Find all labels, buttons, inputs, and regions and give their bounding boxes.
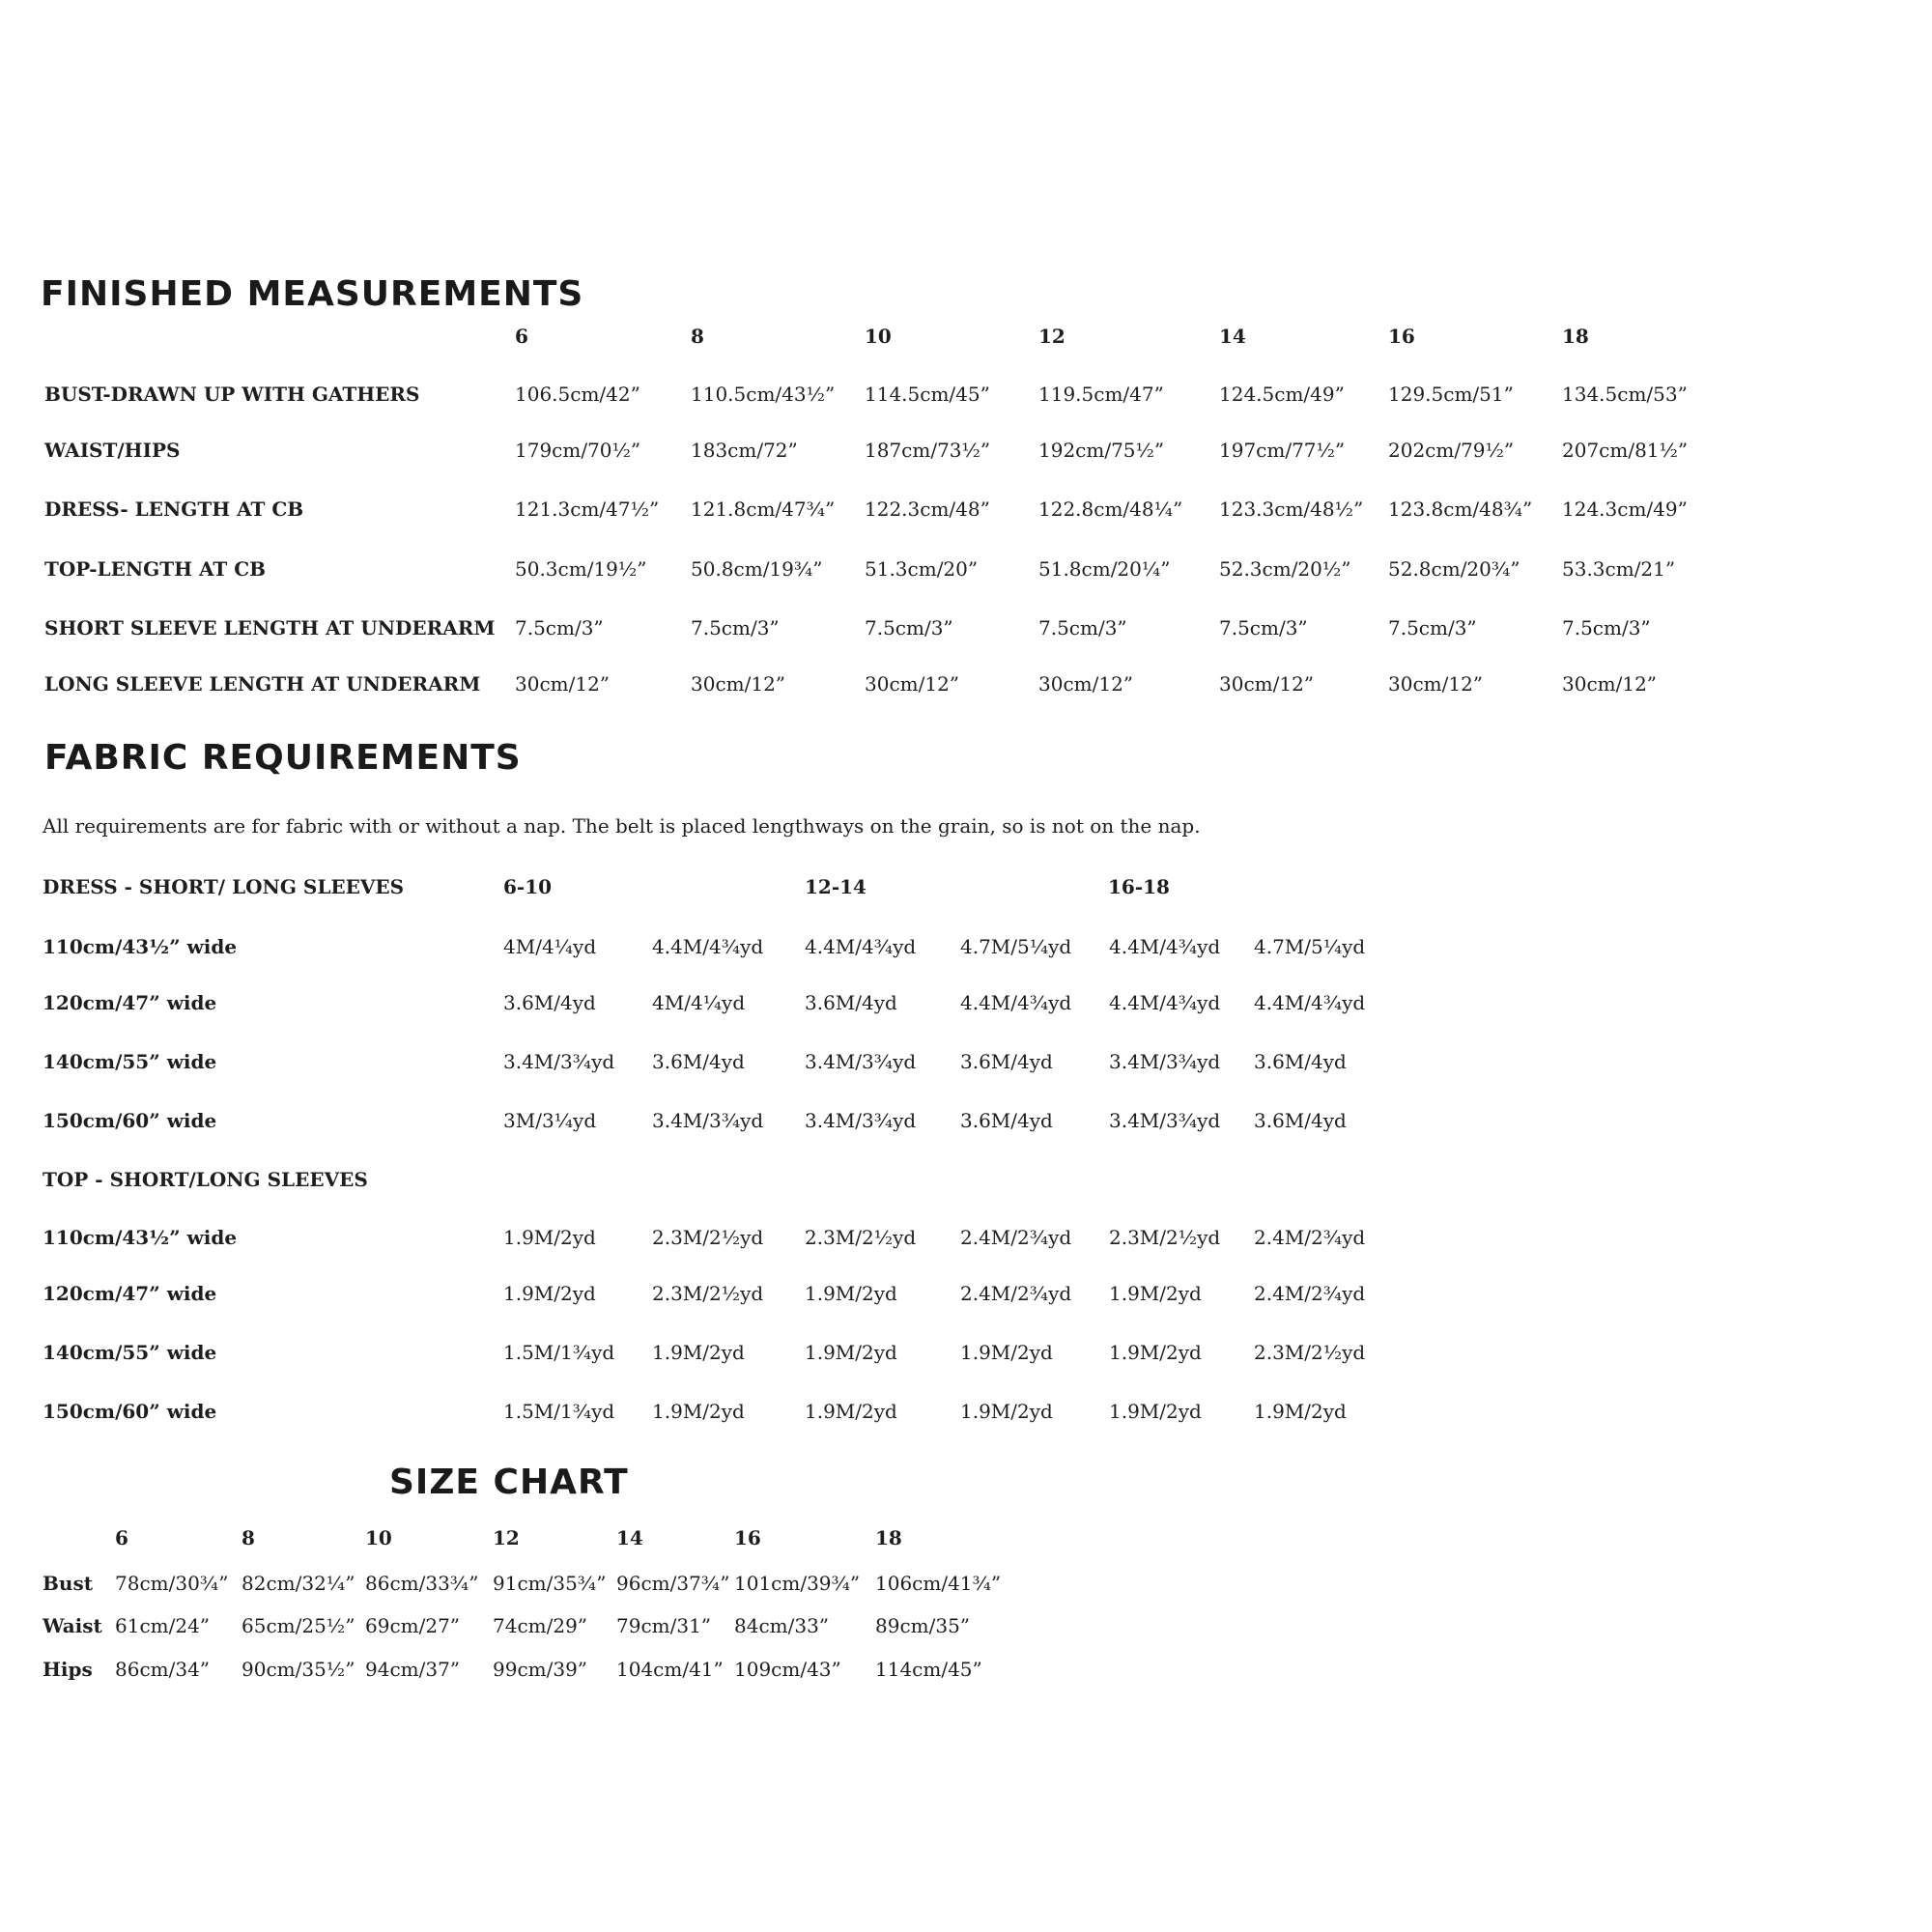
- cell: 4.4M/4¾yd: [960, 991, 1072, 1014]
- cell: 3.6M/4yd: [652, 1050, 745, 1073]
- cell: 106.5cm/42”: [515, 383, 640, 406]
- cell: 202cm/79½”: [1388, 439, 1515, 462]
- cell: 121.3cm/47½”: [515, 497, 660, 521]
- cell: 187cm/73½”: [865, 439, 991, 462]
- row-label: 120cm/47” wide: [43, 1282, 217, 1305]
- cell: 7.5cm/3”: [1219, 616, 1308, 639]
- size-group-header: 16-18: [1108, 875, 1170, 898]
- cell: 1.9M/2yd: [503, 1282, 596, 1305]
- row-label: 110cm/43½” wide: [43, 1226, 238, 1249]
- row-label: 140cm/55” wide: [43, 1050, 217, 1073]
- cell: 99cm/39”: [493, 1658, 588, 1681]
- cell: 2.3M/2½yd: [652, 1226, 764, 1249]
- cell: 114cm/45”: [875, 1658, 982, 1681]
- cell: 74cm/29”: [493, 1614, 588, 1637]
- finished-size-header: 8: [691, 325, 704, 348]
- cell: 4M/4¼yd: [652, 991, 746, 1014]
- top-section-label: TOP - SHORT/LONG SLEEVES: [43, 1168, 368, 1191]
- cell: 7.5cm/3”: [1388, 616, 1477, 639]
- cell: 1.9M/2yd: [960, 1400, 1053, 1423]
- cell: 3.6M/4yd: [503, 991, 596, 1014]
- cell: 3M/3¼yd: [503, 1109, 597, 1132]
- cell: 65cm/25½”: [242, 1614, 355, 1637]
- cell: 124.3cm/49”: [1562, 497, 1688, 521]
- cell: 101cm/39¾”: [734, 1572, 861, 1595]
- cell: 2.3M/2½yd: [1109, 1226, 1221, 1249]
- cell: 1.9M/2yd: [652, 1341, 745, 1364]
- cell: 30cm/12”: [515, 672, 611, 696]
- cell: 183cm/72”: [691, 439, 798, 462]
- cell: 53.3cm/21”: [1562, 557, 1676, 581]
- finished-size-header: 6: [515, 325, 528, 348]
- cell: 96cm/37¾”: [616, 1572, 730, 1595]
- row-label: TOP-LENGTH AT CB: [44, 557, 267, 581]
- size-header: 16: [734, 1526, 761, 1549]
- cell: 91cm/35¾”: [493, 1572, 607, 1595]
- cell: 4.7M/5¼yd: [1254, 935, 1366, 958]
- cell: 3.6M/4yd: [960, 1050, 1053, 1073]
- row-label: LONG SLEEVE LENGTH AT UNDERARM: [44, 672, 481, 696]
- cell: 197cm/77½”: [1219, 439, 1346, 462]
- cell: 3.4M/3¾yd: [1109, 1109, 1221, 1132]
- cell: 192cm/75½”: [1038, 439, 1165, 462]
- cell: 90cm/35½”: [242, 1658, 355, 1681]
- cell: 1.9M/2yd: [805, 1400, 897, 1423]
- cell: 1.9M/2yd: [805, 1282, 897, 1305]
- cell: 30cm/12”: [1388, 672, 1484, 696]
- cell: 30cm/12”: [1219, 672, 1315, 696]
- finished-size-header: 14: [1219, 325, 1246, 348]
- size-chart-title: SIZE CHART: [389, 1463, 629, 1502]
- cell: 134.5cm/53”: [1562, 383, 1688, 406]
- finished-measurements-title: FINISHED MEASUREMENTS: [41, 274, 584, 314]
- finished-size-header: 12: [1038, 325, 1065, 348]
- row-label: Hips: [43, 1658, 93, 1681]
- cell: 52.3cm/20½”: [1219, 557, 1351, 581]
- cell: 119.5cm/47”: [1038, 383, 1164, 406]
- cell: 122.8cm/48¼”: [1038, 497, 1183, 521]
- row-label: 110cm/43½” wide: [43, 935, 238, 958]
- size-header: 18: [875, 1526, 902, 1549]
- row-label: Bust: [43, 1572, 93, 1595]
- fabric-note: All requirements are for fabric with or without a nap. The belt is placed lengthways on the grain, so is not on the nap.: [43, 814, 1201, 838]
- cell: 122.3cm/48”: [865, 497, 990, 521]
- cell: 2.3M/2½yd: [652, 1282, 764, 1305]
- cell: 94cm/37”: [365, 1658, 461, 1681]
- cell: 1.9M/2yd: [1254, 1400, 1347, 1423]
- cell: 2.3M/2½yd: [1254, 1341, 1366, 1364]
- cell: 109cm/43”: [734, 1658, 841, 1681]
- finished-size-header: 16: [1388, 325, 1415, 348]
- cell: 3.6M/4yd: [1254, 1109, 1347, 1132]
- cell: 30cm/12”: [865, 672, 960, 696]
- row-label: 120cm/47” wide: [43, 991, 217, 1014]
- cell: 3.4M/3¾yd: [805, 1109, 917, 1132]
- cell: 4.4M/4¾yd: [652, 935, 764, 958]
- cell: 3.4M/3¾yd: [503, 1050, 615, 1073]
- cell: 30cm/12”: [1038, 672, 1134, 696]
- row-label: SHORT SLEEVE LENGTH AT UNDERARM: [44, 616, 496, 639]
- cell: 52.8cm/20¾”: [1388, 557, 1520, 581]
- size-header: 8: [242, 1526, 255, 1549]
- size-header: 12: [493, 1526, 520, 1549]
- cell: 7.5cm/3”: [865, 616, 953, 639]
- cell: 82cm/32¼”: [242, 1572, 355, 1595]
- cell: 30cm/12”: [691, 672, 786, 696]
- cell: 89cm/35”: [875, 1614, 971, 1637]
- cell: 86cm/34”: [115, 1658, 211, 1681]
- finished-size-header: 18: [1562, 325, 1589, 348]
- cell: 50.3cm/19½”: [515, 557, 647, 581]
- cell: 110.5cm/43½”: [691, 383, 836, 406]
- cell: 123.3cm/48½”: [1219, 497, 1364, 521]
- cell: 114.5cm/45”: [865, 383, 990, 406]
- cell: 3.4M/3¾yd: [1109, 1050, 1221, 1073]
- cell: 79cm/31”: [616, 1614, 712, 1637]
- row-label: BUST-DRAWN UP WITH GATHERS: [44, 383, 420, 406]
- cell: 2.3M/2½yd: [805, 1226, 917, 1249]
- finished-size-header: 10: [865, 325, 892, 348]
- cell: 1.9M/2yd: [1109, 1400, 1202, 1423]
- cell: 3.6M/4yd: [1254, 1050, 1347, 1073]
- cell: 1.5M/1¾yd: [503, 1341, 615, 1364]
- cell: 1.9M/2yd: [652, 1400, 745, 1423]
- row-label: 150cm/60” wide: [43, 1109, 217, 1132]
- cell: 61cm/24”: [115, 1614, 211, 1637]
- cell: 69cm/27”: [365, 1614, 461, 1637]
- cell: 30cm/12”: [1562, 672, 1658, 696]
- cell: 4.4M/4¾yd: [1109, 935, 1221, 958]
- cell: 50.8cm/19¾”: [691, 557, 823, 581]
- cell: 2.4M/2¾yd: [1254, 1226, 1366, 1249]
- cell: 3.6M/4yd: [960, 1109, 1053, 1132]
- size-header: 14: [616, 1526, 643, 1549]
- cell: 4.4M/4¾yd: [805, 935, 917, 958]
- cell: 1.9M/2yd: [805, 1341, 897, 1364]
- cell: 1.9M/2yd: [1109, 1282, 1202, 1305]
- cell: 3.6M/4yd: [805, 991, 897, 1014]
- cell: 2.4M/2¾yd: [960, 1226, 1072, 1249]
- cell: 4.4M/4¾yd: [1109, 991, 1221, 1014]
- cell: 7.5cm/3”: [1562, 616, 1651, 639]
- cell: 7.5cm/3”: [691, 616, 780, 639]
- row-label: 140cm/55” wide: [43, 1341, 217, 1364]
- cell: 3.4M/3¾yd: [805, 1050, 917, 1073]
- cell: 207cm/81½”: [1562, 439, 1689, 462]
- size-group-header: 12-14: [805, 875, 867, 898]
- cell: 2.4M/2¾yd: [1254, 1282, 1366, 1305]
- cell: 3.4M/3¾yd: [652, 1109, 764, 1132]
- cell: 123.8cm/48¾”: [1388, 497, 1533, 521]
- cell: 7.5cm/3”: [515, 616, 604, 639]
- cell: 4M/4¼yd: [503, 935, 597, 958]
- size-group-header: 6-10: [503, 875, 553, 898]
- row-label: Waist: [43, 1614, 102, 1637]
- cell: 121.8cm/47¾”: [691, 497, 836, 521]
- cell: 129.5cm/51”: [1388, 383, 1514, 406]
- cell: 124.5cm/49”: [1219, 383, 1345, 406]
- dress-section-label: DRESS - SHORT/ LONG SLEEVES: [43, 875, 405, 898]
- cell: 2.4M/2¾yd: [960, 1282, 1072, 1305]
- size-header: 10: [365, 1526, 392, 1549]
- row-label: WAIST/HIPS: [44, 439, 181, 462]
- cell: 1.9M/2yd: [503, 1226, 596, 1249]
- cell: 1.9M/2yd: [1109, 1341, 1202, 1364]
- cell: 1.5M/1¾yd: [503, 1400, 615, 1423]
- cell: 7.5cm/3”: [1038, 616, 1127, 639]
- row-label: DRESS- LENGTH AT CB: [44, 497, 304, 521]
- cell: 1.9M/2yd: [960, 1341, 1053, 1364]
- cell: 86cm/33¾”: [365, 1572, 479, 1595]
- cell: 51.8cm/20¼”: [1038, 557, 1171, 581]
- cell: 106cm/41¾”: [875, 1572, 1002, 1595]
- cell: 179cm/70½”: [515, 439, 641, 462]
- cell: 4.4M/4¾yd: [1254, 991, 1366, 1014]
- fabric-requirements-title: FABRIC REQUIREMENTS: [44, 738, 522, 778]
- cell: 104cm/41”: [616, 1658, 724, 1681]
- size-header: 6: [115, 1526, 128, 1549]
- row-label: 150cm/60” wide: [43, 1400, 217, 1423]
- cell: 4.7M/5¼yd: [960, 935, 1072, 958]
- cell: 78cm/30¾”: [115, 1572, 229, 1595]
- cell: 84cm/33”: [734, 1614, 830, 1637]
- cell: 51.3cm/20”: [865, 557, 979, 581]
